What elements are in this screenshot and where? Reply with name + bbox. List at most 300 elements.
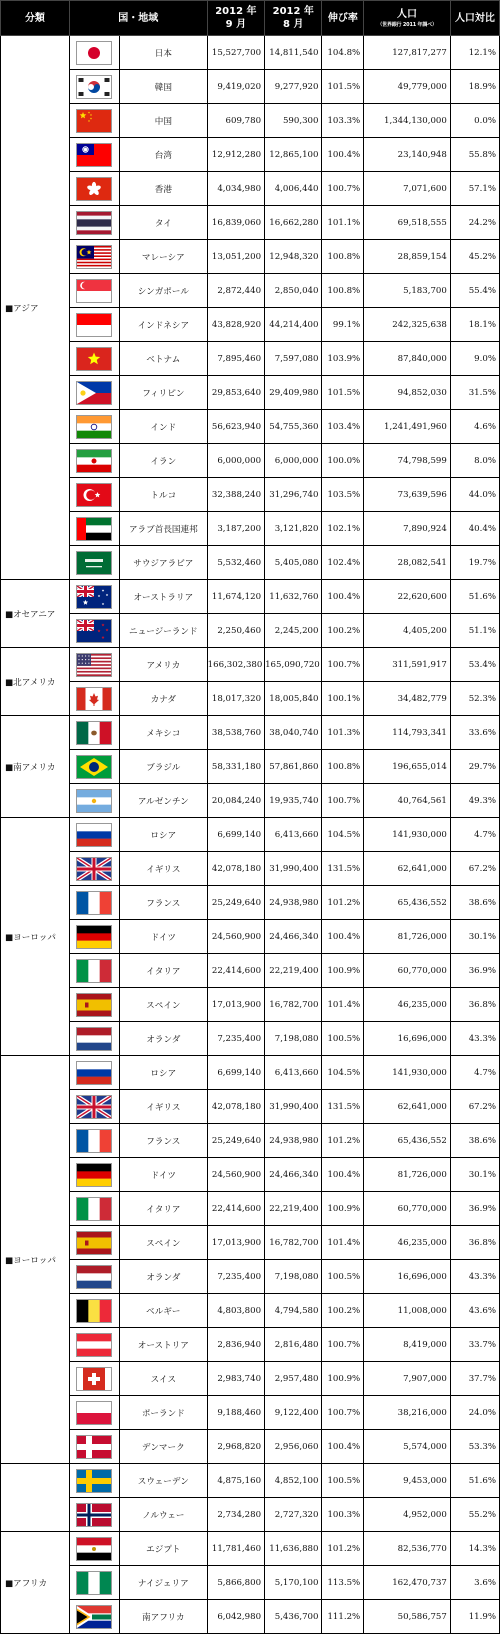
- table-row: [1, 1532, 500, 1566]
- table-row: [1, 410, 500, 444]
- population-value: 162,470,737: [364, 1566, 451, 1600]
- flag-ru-icon: [69, 818, 119, 852]
- sep-2012-value: 2,734,280: [207, 1498, 264, 1532]
- category-cell: ■ヨーロッパ: [1, 818, 70, 1056]
- sep-2012-value: 7,895,460: [207, 342, 264, 376]
- population-value: 22,620,600: [364, 580, 451, 614]
- flag-za-icon: [69, 1600, 119, 1634]
- aug-2012-value: 29,409,980: [265, 376, 322, 410]
- table-row: [1, 1464, 500, 1498]
- flag-gb-icon: [69, 1090, 119, 1124]
- flag-pl-icon: [69, 1396, 119, 1430]
- population-ratio: 11.9%: [450, 1600, 499, 1634]
- header-aug2012: [265, 1, 322, 36]
- country-name: アメリカ: [119, 648, 207, 682]
- country-name: カナダ: [119, 682, 207, 716]
- population-ratio: 52.3%: [450, 682, 499, 716]
- aug-2012-value: 12,865,100: [265, 138, 322, 172]
- aug-2012-value: 2,245,200: [265, 614, 322, 648]
- flag-at-icon: [69, 1328, 119, 1362]
- sep-2012-value: 42,078,180: [207, 852, 264, 886]
- table-row: [1, 70, 500, 104]
- country-name: エジプト: [119, 1532, 207, 1566]
- flag-id-icon: [69, 308, 119, 342]
- growth-rate: 101.1%: [322, 206, 364, 240]
- growth-rate: 100.8%: [322, 240, 364, 274]
- sep-2012-value: 6,699,140: [207, 818, 264, 852]
- flag-mx-icon: [69, 716, 119, 750]
- table-row: [1, 954, 500, 988]
- population-value: 28,859,154: [364, 240, 451, 274]
- flag-tr-icon: [69, 478, 119, 512]
- country-name: アルゼンチン: [119, 784, 207, 818]
- population-value: 60,770,000: [364, 954, 451, 988]
- aug-2012-value: 16,662,280: [265, 206, 322, 240]
- population-ratio: 3.6%: [450, 1566, 499, 1600]
- growth-rate: 100.4%: [322, 138, 364, 172]
- sep-2012-value: 11,674,120: [207, 580, 264, 614]
- aug-2012-value: 4,794,580: [265, 1294, 322, 1328]
- sep-2012-value: 9,419,020: [207, 70, 264, 104]
- sep-2012-value: 6,699,140: [207, 1056, 264, 1090]
- population-value: 9,453,000: [364, 1464, 451, 1498]
- aug-2012-value: 590,300: [265, 104, 322, 138]
- aug-2012-value: 9,277,920: [265, 70, 322, 104]
- table-row: [1, 614, 500, 648]
- population-ratio: 55.2%: [450, 1498, 499, 1532]
- sep-2012-value: 58,331,180: [207, 750, 264, 784]
- growth-rate: 100.3%: [322, 1498, 364, 1532]
- sep-2012-value: 3,187,200: [207, 512, 264, 546]
- growth-rate: 104.5%: [322, 818, 364, 852]
- population-ratio: 55.4%: [450, 274, 499, 308]
- country-name: ロシア: [119, 1056, 207, 1090]
- table-row: [1, 172, 500, 206]
- population-ratio: 40.4%: [450, 512, 499, 546]
- category-cell: ■アフリカ: [1, 1532, 70, 1634]
- sep-2012-value: 24,560,900: [207, 1158, 264, 1192]
- table-row: [1, 104, 500, 138]
- aug-2012-value: 4,852,100: [265, 1464, 322, 1498]
- country-name: インドネシア: [119, 308, 207, 342]
- population-value: 7,890,924: [364, 512, 451, 546]
- population-value: 11,008,000: [364, 1294, 451, 1328]
- aug-2012-value: 11,632,760: [265, 580, 322, 614]
- table-row: [1, 36, 500, 70]
- population-value: 73,639,596: [364, 478, 451, 512]
- table-row: [1, 376, 500, 410]
- growth-rate: 100.8%: [322, 750, 364, 784]
- sep-2012-value: 12,912,280: [207, 138, 264, 172]
- population-ratio: 45.2%: [450, 240, 499, 274]
- growth-rate: 100.9%: [322, 1362, 364, 1396]
- aug-2012-value: 2,956,060: [265, 1430, 322, 1464]
- sep-2012-value: 6,000,000: [207, 444, 264, 478]
- population-value: 34,482,779: [364, 682, 451, 716]
- growth-rate: 101.2%: [322, 1532, 364, 1566]
- header-growth: 伸び率: [322, 1, 364, 36]
- flag-us-icon: [69, 648, 119, 682]
- population-value: 7,071,600: [364, 172, 451, 206]
- header-sep2012-year: 2012 年: [215, 6, 257, 17]
- flag-my-icon: [69, 240, 119, 274]
- population-ratio: 4.7%: [450, 818, 499, 852]
- country-name: マレーシア: [119, 240, 207, 274]
- flag-th-icon: [69, 206, 119, 240]
- flag-it-icon: [69, 1192, 119, 1226]
- aug-2012-value: 16,782,700: [265, 1226, 322, 1260]
- table-row: [1, 546, 500, 580]
- country-name: アラブ首長国連邦: [119, 512, 207, 546]
- aug-2012-value: 31,990,400: [265, 1090, 322, 1124]
- population-ratio: 51.6%: [450, 580, 499, 614]
- flag-it-icon: [69, 954, 119, 988]
- country-name: インド: [119, 410, 207, 444]
- category-cell: ■アジア: [1, 36, 70, 580]
- growth-rate: 101.5%: [322, 376, 364, 410]
- population-ratio: 12.1%: [450, 36, 499, 70]
- country-name: スウェーデン: [119, 1464, 207, 1498]
- growth-rate: 100.5%: [322, 1464, 364, 1498]
- sep-2012-value: 56,623,940: [207, 410, 264, 444]
- growth-rate: 100.7%: [322, 784, 364, 818]
- table-row: [1, 512, 500, 546]
- population-ratio: 24.0%: [450, 1396, 499, 1430]
- country-name: 韓国: [119, 70, 207, 104]
- table-row: [1, 342, 500, 376]
- growth-rate: 111.2%: [322, 1600, 364, 1634]
- sep-2012-value: 9,188,460: [207, 1396, 264, 1430]
- population-value: 311,591,917: [364, 648, 451, 682]
- table-row: [1, 308, 500, 342]
- population-ratio: 29.7%: [450, 750, 499, 784]
- aug-2012-value: 54,755,360: [265, 410, 322, 444]
- table-row: [1, 784, 500, 818]
- flag-ca-icon: [69, 682, 119, 716]
- sep-2012-value: 18,017,320: [207, 682, 264, 716]
- population-value: 62,641,000: [364, 852, 451, 886]
- aug-2012-value: 3,121,820: [265, 512, 322, 546]
- country-name: スペイン: [119, 988, 207, 1022]
- population-value: 5,574,000: [364, 1430, 451, 1464]
- category-cell: ■ヨーロッパ: [1, 1056, 70, 1464]
- country-name: イギリス: [119, 1090, 207, 1124]
- table-row: [1, 1124, 500, 1158]
- growth-rate: 101.3%: [322, 716, 364, 750]
- population-ratio: 49.3%: [450, 784, 499, 818]
- header-population: [364, 1, 451, 36]
- population-ratio: 36.8%: [450, 988, 499, 1022]
- table-row: [1, 580, 500, 614]
- aug-2012-value: 24,466,340: [265, 920, 322, 954]
- flag-gb-icon: [69, 852, 119, 886]
- population-ratio: 36.9%: [450, 1192, 499, 1226]
- table-row: [1, 1158, 500, 1192]
- population-ratio: 14.3%: [450, 1532, 499, 1566]
- sep-2012-value: 7,235,400: [207, 1260, 264, 1294]
- population-ratio: 67.2%: [450, 1090, 499, 1124]
- population-ratio: 67.2%: [450, 852, 499, 886]
- aug-2012-value: 7,597,080: [265, 342, 322, 376]
- growth-rate: 100.9%: [322, 954, 364, 988]
- header-sep2012-month: 9 月: [225, 19, 247, 30]
- country-name: 香港: [119, 172, 207, 206]
- table-row: [1, 206, 500, 240]
- country-name: イタリア: [119, 954, 207, 988]
- population-ratio: 38.6%: [450, 886, 499, 920]
- population-ratio: 51.1%: [450, 614, 499, 648]
- country-name: ロシア: [119, 818, 207, 852]
- population-value: 16,696,000: [364, 1260, 451, 1294]
- population-ratio: 30.1%: [450, 920, 499, 954]
- country-name: フランス: [119, 886, 207, 920]
- growth-rate: 101.5%: [322, 70, 364, 104]
- aug-2012-value: 6,413,660: [265, 818, 322, 852]
- population-value: 46,235,000: [364, 988, 451, 1022]
- sep-2012-value: 13,051,200: [207, 240, 264, 274]
- country-name: オーストリア: [119, 1328, 207, 1362]
- population-value: 141,930,000: [364, 818, 451, 852]
- aug-2012-value: 18,005,840: [265, 682, 322, 716]
- aug-2012-value: 2,957,480: [265, 1362, 322, 1396]
- population-value: 50,586,757: [364, 1600, 451, 1634]
- flag-ir-icon: [69, 444, 119, 478]
- flag-au-icon: [69, 580, 119, 614]
- table-row: [1, 1600, 500, 1634]
- country-name: タイ: [119, 206, 207, 240]
- population-value: 82,536,770: [364, 1532, 451, 1566]
- population-ratio: 19.7%: [450, 546, 499, 580]
- flag-fr-icon: [69, 1124, 119, 1158]
- sep-2012-value: 11,781,460: [207, 1532, 264, 1566]
- flag-no-icon: [69, 1498, 119, 1532]
- sep-2012-value: 25,249,640: [207, 1124, 264, 1158]
- growth-rate: 100.0%: [322, 444, 364, 478]
- population-ratio: 43.6%: [450, 1294, 499, 1328]
- growth-rate: 101.4%: [322, 988, 364, 1022]
- country-name: メキシコ: [119, 716, 207, 750]
- flag-in-icon: [69, 410, 119, 444]
- table-row: [1, 1430, 500, 1464]
- country-name: ドイツ: [119, 920, 207, 954]
- country-name: シンガポール: [119, 274, 207, 308]
- category-cell: ■南アメリカ: [1, 716, 70, 818]
- table-row: [1, 920, 500, 954]
- flag-nl-icon: [69, 1022, 119, 1056]
- table-row: [1, 1566, 500, 1600]
- population-ratio: 4.6%: [450, 410, 499, 444]
- sep-2012-value: 6,042,980: [207, 1600, 264, 1634]
- aug-2012-value: 6,413,660: [265, 1056, 322, 1090]
- population-ratio: 36.8%: [450, 1226, 499, 1260]
- population-ratio: 4.7%: [450, 1056, 499, 1090]
- growth-rate: 101.2%: [322, 1124, 364, 1158]
- aug-2012-value: 12,948,320: [265, 240, 322, 274]
- growth-rate: 100.4%: [322, 920, 364, 954]
- sep-2012-value: 22,414,600: [207, 954, 264, 988]
- country-name: 南アフリカ: [119, 1600, 207, 1634]
- aug-2012-value: 7,198,080: [265, 1260, 322, 1294]
- sep-2012-value: 42,078,180: [207, 1090, 264, 1124]
- growth-rate: 101.2%: [322, 886, 364, 920]
- header-aug2012-month: 8 月: [283, 19, 304, 30]
- flag-de-icon: [69, 1158, 119, 1192]
- aug-2012-value: 14,811,540: [265, 36, 322, 70]
- aug-2012-value: 5,436,700: [265, 1600, 322, 1634]
- country-name: ベトナム: [119, 342, 207, 376]
- sep-2012-value: 2,250,460: [207, 614, 264, 648]
- table-row: [1, 1498, 500, 1532]
- sep-2012-value: 24,560,900: [207, 920, 264, 954]
- table-row: [1, 1294, 500, 1328]
- flag-hk-icon: [69, 172, 119, 206]
- sep-2012-value: 43,828,920: [207, 308, 264, 342]
- table-row: [1, 1328, 500, 1362]
- growth-rate: 100.2%: [322, 614, 364, 648]
- table-row: [1, 818, 500, 852]
- population-ratio: 18.9%: [450, 70, 499, 104]
- growth-rate: 131.5%: [322, 1090, 364, 1124]
- category-cell: [1, 1464, 70, 1532]
- flag-ae-icon: [69, 512, 119, 546]
- aug-2012-value: 24,938,980: [265, 886, 322, 920]
- flag-be-icon: [69, 1294, 119, 1328]
- country-name: デンマーク: [119, 1430, 207, 1464]
- sep-2012-value: 5,532,460: [207, 546, 264, 580]
- category-cell: ■北アメリカ: [1, 648, 70, 716]
- population-ratio: 0.0%: [450, 104, 499, 138]
- aug-2012-value: 31,296,740: [265, 478, 322, 512]
- aug-2012-value: 31,990,400: [265, 852, 322, 886]
- aug-2012-value: 6,000,000: [265, 444, 322, 478]
- population-value: 127,817,277: [364, 36, 451, 70]
- table-row: [1, 1260, 500, 1294]
- population-ratio: 9.0%: [450, 342, 499, 376]
- aug-2012-value: 38,040,740: [265, 716, 322, 750]
- population-value: 81,726,000: [364, 1158, 451, 1192]
- table-row: [1, 886, 500, 920]
- aug-2012-value: 24,938,980: [265, 1124, 322, 1158]
- table-row: [1, 240, 500, 274]
- population-value: 16,696,000: [364, 1022, 451, 1056]
- population-value: 49,779,000: [364, 70, 451, 104]
- population-value: 196,655,014: [364, 750, 451, 784]
- sep-2012-value: 38,538,760: [207, 716, 264, 750]
- population-value: 65,436,552: [364, 1124, 451, 1158]
- aug-2012-value: 24,466,340: [265, 1158, 322, 1192]
- aug-2012-value: 165,090,720: [265, 648, 322, 682]
- sep-2012-value: 29,853,640: [207, 376, 264, 410]
- population-ratio: 8.0%: [450, 444, 499, 478]
- table-row: [1, 1022, 500, 1056]
- sep-2012-value: 2,836,940: [207, 1328, 264, 1362]
- country-name: ブラジル: [119, 750, 207, 784]
- population-ratio: 24.2%: [450, 206, 499, 240]
- country-name: ナイジェリア: [119, 1566, 207, 1600]
- country-name: フィリピン: [119, 376, 207, 410]
- flag-ng-icon: [69, 1566, 119, 1600]
- population-value: 242,325,638: [364, 308, 451, 342]
- population-ratio: 30.1%: [450, 1158, 499, 1192]
- country-name: イラン: [119, 444, 207, 478]
- population-ratio: 53.4%: [450, 648, 499, 682]
- flag-ar-icon: [69, 784, 119, 818]
- category-cell: ■オセアニア: [1, 580, 70, 648]
- population-value: 114,793,341: [364, 716, 451, 750]
- population-value: 23,140,948: [364, 138, 451, 172]
- population-value: 141,930,000: [364, 1056, 451, 1090]
- country-name: オランダ: [119, 1022, 207, 1056]
- flag-dk-icon: [69, 1430, 119, 1464]
- growth-rate: 104.5%: [322, 1056, 364, 1090]
- country-name: トルコ: [119, 478, 207, 512]
- country-name: 台湾: [119, 138, 207, 172]
- population-value: 62,641,000: [364, 1090, 451, 1124]
- population-value: 40,764,561: [364, 784, 451, 818]
- table-row: [1, 1362, 500, 1396]
- flag-kr-icon: [69, 70, 119, 104]
- growth-rate: 102.1%: [322, 512, 364, 546]
- population-value: 74,798,599: [364, 444, 451, 478]
- aug-2012-value: 2,727,320: [265, 1498, 322, 1532]
- table-row: [1, 1192, 500, 1226]
- flag-br-icon: [69, 750, 119, 784]
- growth-rate: 113.5%: [322, 1566, 364, 1600]
- table-row: [1, 716, 500, 750]
- population-value: 94,852,030: [364, 376, 451, 410]
- population-value: 65,436,552: [364, 886, 451, 920]
- sep-2012-value: 166,302,380: [207, 648, 264, 682]
- sep-2012-value: 22,414,600: [207, 1192, 264, 1226]
- growth-rate: 100.8%: [322, 274, 364, 308]
- sep-2012-value: 2,983,740: [207, 1362, 264, 1396]
- table-row: [1, 1226, 500, 1260]
- flag-fr-icon: [69, 886, 119, 920]
- aug-2012-value: 22,219,400: [265, 954, 322, 988]
- population-ratio: 33.7%: [450, 1328, 499, 1362]
- aug-2012-value: 11,636,880: [265, 1532, 322, 1566]
- table-body: [1, 36, 500, 1634]
- population-ratio: 57.1%: [450, 172, 499, 206]
- growth-rate: 100.4%: [322, 1430, 364, 1464]
- flag-nz-icon: [69, 614, 119, 648]
- flag-ru-icon: [69, 1056, 119, 1090]
- population-ratio: 37.7%: [450, 1362, 499, 1396]
- aug-2012-value: 5,405,080: [265, 546, 322, 580]
- country-name: ニュージーランド: [119, 614, 207, 648]
- sep-2012-value: 20,084,240: [207, 784, 264, 818]
- flag-de-icon: [69, 920, 119, 954]
- population-value: 81,726,000: [364, 920, 451, 954]
- country-name: スイス: [119, 1362, 207, 1396]
- growth-rate: 100.7%: [322, 1328, 364, 1362]
- population-ratio: 18.1%: [450, 308, 499, 342]
- population-ratio: 55.8%: [450, 138, 499, 172]
- growth-rate: 100.1%: [322, 682, 364, 716]
- population-ratio: 36.9%: [450, 954, 499, 988]
- growth-rate: 100.7%: [322, 648, 364, 682]
- growth-rate: 103.4%: [322, 410, 364, 444]
- growth-rate: 103.3%: [322, 104, 364, 138]
- aug-2012-value: 57,861,860: [265, 750, 322, 784]
- country-name: ベルギー: [119, 1294, 207, 1328]
- flag-se-icon: [69, 1464, 119, 1498]
- table-row: [1, 274, 500, 308]
- country-name: ポーランド: [119, 1396, 207, 1430]
- sep-2012-value: 32,388,240: [207, 478, 264, 512]
- table-row: [1, 478, 500, 512]
- country-name: オーストラリア: [119, 580, 207, 614]
